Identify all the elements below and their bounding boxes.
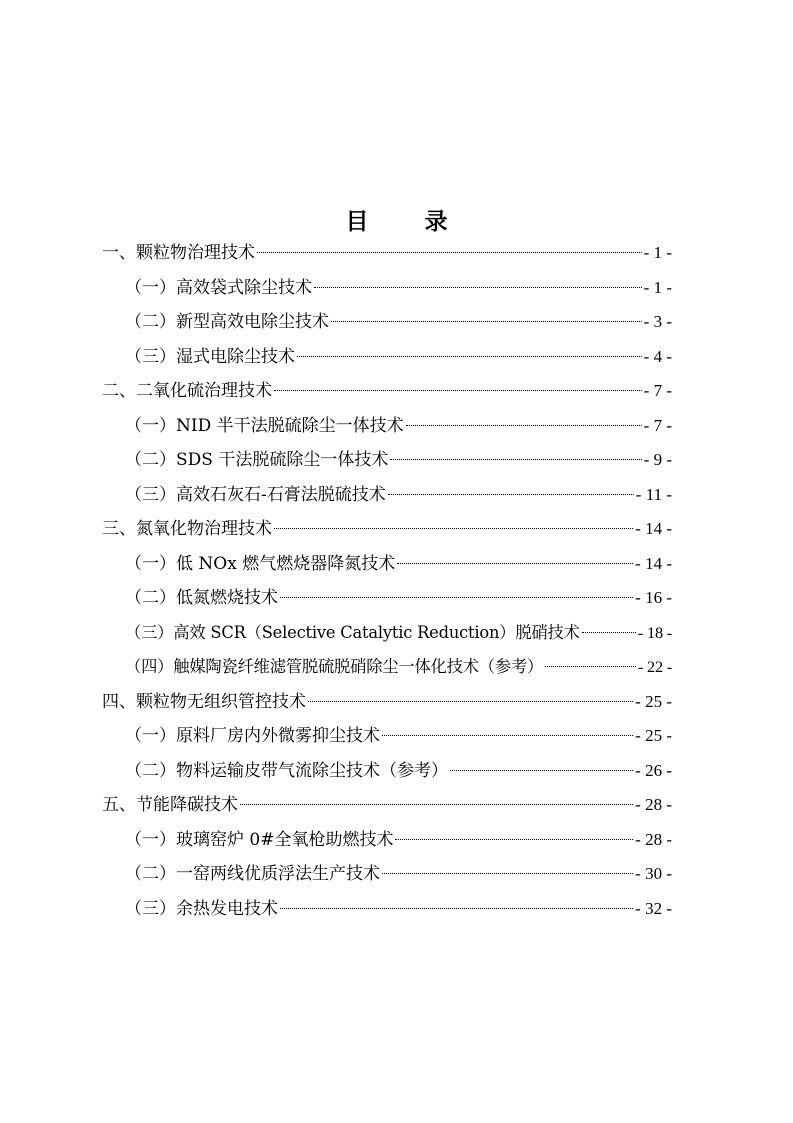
toc-entry[interactable] xyxy=(125,823,672,858)
table-of-contents xyxy=(0,236,793,926)
toc-entry-label: （一）NID 半干法脱硫除尘一体技术 xyxy=(125,415,404,436)
toc-entry-label: （二）低氮燃烧技术 xyxy=(125,588,278,608)
toc-entry-label: 五、节能降碳技术 xyxy=(102,795,238,815)
toc-entry-label: （三）湿式电除尘技术 xyxy=(125,346,295,367)
dot-leader xyxy=(308,701,633,702)
dot-leader xyxy=(240,804,633,805)
toc-entry-label: （二）新型高效电除尘技术 xyxy=(125,312,329,332)
toc-entry[interactable] xyxy=(125,650,672,685)
toc-entry[interactable] xyxy=(125,271,672,306)
dot-leader xyxy=(257,252,642,253)
dot-leader xyxy=(388,494,634,495)
toc-entry-page: - 14 - xyxy=(635,519,672,538)
toc-entry[interactable] xyxy=(125,754,672,789)
toc-entry-page: - 18 - xyxy=(637,622,672,642)
toc-entry-page: - 1 - xyxy=(643,277,672,297)
toc-entry[interactable] xyxy=(102,685,672,720)
toc-entry-page: - 7 - xyxy=(643,415,672,435)
dot-leader xyxy=(395,839,633,840)
toc-entry-page: - 9 - xyxy=(643,450,672,469)
dot-leader xyxy=(382,873,633,874)
dot-leader xyxy=(280,908,633,909)
dot-leader xyxy=(274,528,633,529)
toc-entry[interactable] xyxy=(125,719,672,754)
dot-leader xyxy=(297,356,642,357)
dot-leader xyxy=(582,632,636,633)
dot-leader xyxy=(331,321,642,322)
dot-leader xyxy=(450,770,633,771)
toc-title: 目 录 xyxy=(345,209,472,235)
toc-entry-page: - 22 - xyxy=(637,657,672,676)
toc-entry-page: - 26 - xyxy=(635,760,672,780)
dot-leader xyxy=(314,287,642,288)
dot-leader xyxy=(545,666,636,667)
dot-leader xyxy=(382,735,633,736)
dot-leader xyxy=(280,597,633,598)
dot-leader xyxy=(390,459,641,460)
toc-entry-label: （三）高效石灰石-石膏法脱硫技术 xyxy=(125,484,386,505)
dot-leader xyxy=(406,425,642,426)
toc-entry[interactable] xyxy=(125,616,672,651)
toc-entry-page: - 4 - xyxy=(643,346,672,366)
toc-entry-label: 二、二氧化硫治理技术 xyxy=(102,381,272,401)
toc-entry-page: - 16 - xyxy=(635,588,672,607)
toc-entry[interactable] xyxy=(125,857,672,892)
toc-entry[interactable] xyxy=(102,788,672,823)
toc-entry-page: - 28 - xyxy=(635,829,672,849)
toc-entry[interactable] xyxy=(125,305,672,340)
toc-entry-label: （三）余热发电技术 xyxy=(125,898,278,919)
toc-entry-page: - 30 - xyxy=(635,864,672,883)
toc-entry[interactable] xyxy=(125,478,672,513)
dot-leader xyxy=(274,390,642,391)
toc-entry-label: （二）SDS 干法脱硫除尘一体技术 xyxy=(125,450,389,470)
toc-entry[interactable] xyxy=(125,409,672,444)
toc-entry[interactable] xyxy=(125,581,672,616)
toc-entry-label: （一）低 NOx 燃气燃烧器降氮技术 xyxy=(125,553,396,574)
toc-entry-label: 四、颗粒物无组织管控技术 xyxy=(102,691,306,712)
toc-entry[interactable] xyxy=(102,374,672,409)
toc-entry-page: - 11 - xyxy=(635,484,672,504)
toc-entry-label: （一）高效袋式除尘技术 xyxy=(125,277,312,298)
toc-entry[interactable] xyxy=(102,236,672,271)
toc-entry-label: （一）原料厂房内外微雾抑尘技术 xyxy=(125,726,380,746)
toc-entry-label: （三）高效 SCR（Selective Catalytic Reduction）脱硝技术 xyxy=(125,622,580,642)
toc-entry-label: （一）玻璃窑炉 0#全氧枪助燃技术 xyxy=(125,829,394,850)
toc-entry-label: 三、氮氧化物治理技术 xyxy=(102,519,272,539)
toc-entry[interactable] xyxy=(125,443,672,478)
toc-entry-page: - 28 - xyxy=(635,795,672,814)
toc-entry[interactable] xyxy=(102,512,672,547)
toc-entry[interactable] xyxy=(125,547,672,582)
toc-entry-label: （二）一窑两线优质浮法生产技术 xyxy=(125,864,380,884)
toc-entry-page: - 3 - xyxy=(643,312,672,331)
toc-entry[interactable] xyxy=(125,892,672,927)
toc-entry[interactable] xyxy=(125,340,672,375)
toc-entry-label: （四）触媒陶瓷纤维滤管脱硫脱硝除尘一体化技术（参考） xyxy=(125,657,544,676)
toc-entry-page: - 32 - xyxy=(635,898,672,918)
dot-leader xyxy=(397,563,633,564)
toc-entry-page: - 14 - xyxy=(635,553,672,573)
toc-entry-page: - 1 - xyxy=(643,243,672,262)
toc-entry-page: - 25 - xyxy=(635,691,672,711)
toc-entry-page: - 25 - xyxy=(635,726,672,745)
toc-entry-label: 一、颗粒物治理技术 xyxy=(102,243,255,263)
toc-entry-label: （二）物料运输皮带气流除尘技术（参考） xyxy=(125,760,448,781)
toc-entry-page: - 7 - xyxy=(643,381,672,400)
